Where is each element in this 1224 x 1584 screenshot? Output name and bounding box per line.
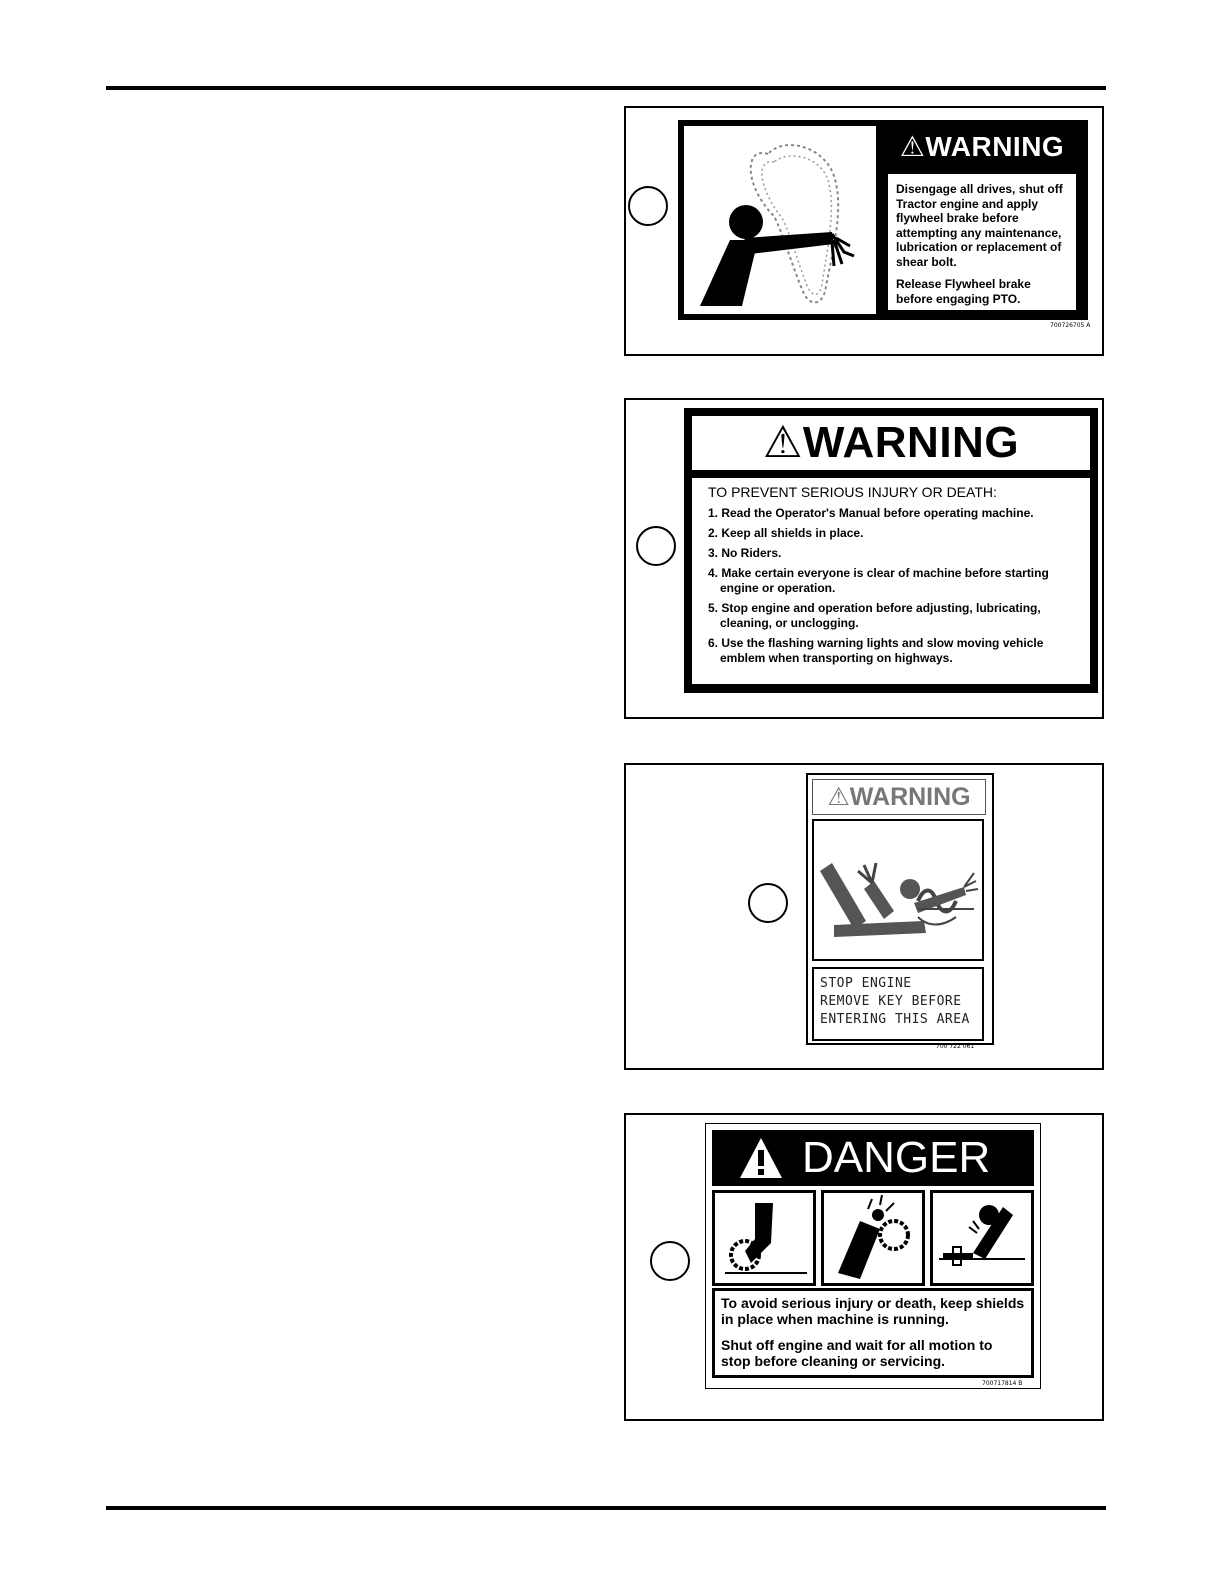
instruction-text	[712, 1288, 1034, 1378]
list-item: 3. No Riders.	[708, 546, 782, 560]
list-item: 1. Read the Operator's Manual before operating machine.	[708, 506, 1034, 520]
header-text: WARNING	[802, 418, 1020, 467]
warning-triangle-icon: ⚠	[827, 783, 850, 811]
hand-gear-pictogram	[821, 1190, 925, 1286]
part-number: 700 722 061	[936, 1043, 975, 1050]
warning-triangle-icon	[738, 1136, 784, 1180]
warning-header	[882, 126, 1082, 168]
decal-panel-4	[624, 1113, 1104, 1421]
stop-engine-warning-decal	[806, 773, 994, 1045]
part-number: 700726705 A	[1050, 322, 1091, 329]
danger-header	[712, 1130, 1034, 1186]
callout-circle-2	[636, 526, 676, 566]
paragraph-2: Release Flywheel brake before engaging PTO.	[896, 277, 1031, 306]
text-line: ENTERING THIS AREA	[820, 1012, 970, 1027]
warning-header	[692, 416, 1090, 470]
top-rule	[106, 86, 1106, 90]
paragraph-2: Shut off engine and wait for all motion to stop before cleaning or servicing.	[721, 1337, 993, 1369]
text-line: STOP ENGINE	[820, 976, 912, 991]
callout-circle-1	[628, 186, 668, 226]
hazard-pictogram-row	[712, 1190, 1034, 1286]
header-text: WARNING	[849, 783, 971, 811]
decal-panel-1	[624, 106, 1104, 356]
foot-entanglement-pictogram	[712, 1190, 816, 1286]
lead-text: TO PREVENT SERIOUS INJURY OR DEATH:	[708, 484, 997, 500]
list-item: 5. Stop engine and operation before adjusting, lubricating, cleaning, or unclogging.	[708, 601, 1041, 630]
decal-panel-2	[624, 398, 1104, 719]
header-text: DANGER	[802, 1133, 991, 1182]
hand-entanglement-pictogram	[684, 126, 876, 314]
list-item: 6. Use the flashing warning lights and slow moving vehicle emblem when transporting on highways.	[708, 636, 1044, 665]
decal-panel-3	[624, 763, 1104, 1070]
shield-danger-decal	[705, 1123, 1041, 1389]
header-text: WARNING	[925, 131, 1065, 162]
flywheel-warning-decal	[678, 120, 1088, 320]
body-entanglement-pictogram	[930, 1190, 1034, 1286]
list-item: 4. Make certain everyone is clear of machine before starting engine or operation.	[708, 566, 1049, 595]
instruction-list	[708, 506, 1080, 666]
instruction-text	[888, 174, 1076, 310]
instruction-text	[812, 967, 984, 1041]
warning-header	[812, 779, 986, 815]
bottom-rule	[106, 1506, 1106, 1510]
text-line: REMOVE KEY BEFORE	[820, 994, 962, 1009]
part-number: 700717814 B	[982, 1380, 1023, 1387]
paragraph-1: To avoid serious injury or death, keep shields in place when machine is running.	[721, 1295, 1025, 1327]
callout-circle-3	[748, 883, 788, 923]
warning-triangle-icon: ⚠	[899, 131, 926, 162]
paragraph-1: Disengage all drives, shut off Tractor engine and apply flywheel brake before attempting any maintenance, lubrication or replacement of shear bolt.	[896, 182, 1063, 269]
instructions-body	[692, 478, 1090, 684]
warning-triangle-icon: ⚠	[762, 418, 803, 467]
general-safety-warning-decal	[684, 408, 1098, 693]
list-item: 2. Keep all shields in place.	[708, 526, 864, 540]
callout-circle-4	[650, 1241, 690, 1281]
person-caught-pictogram	[812, 819, 984, 961]
